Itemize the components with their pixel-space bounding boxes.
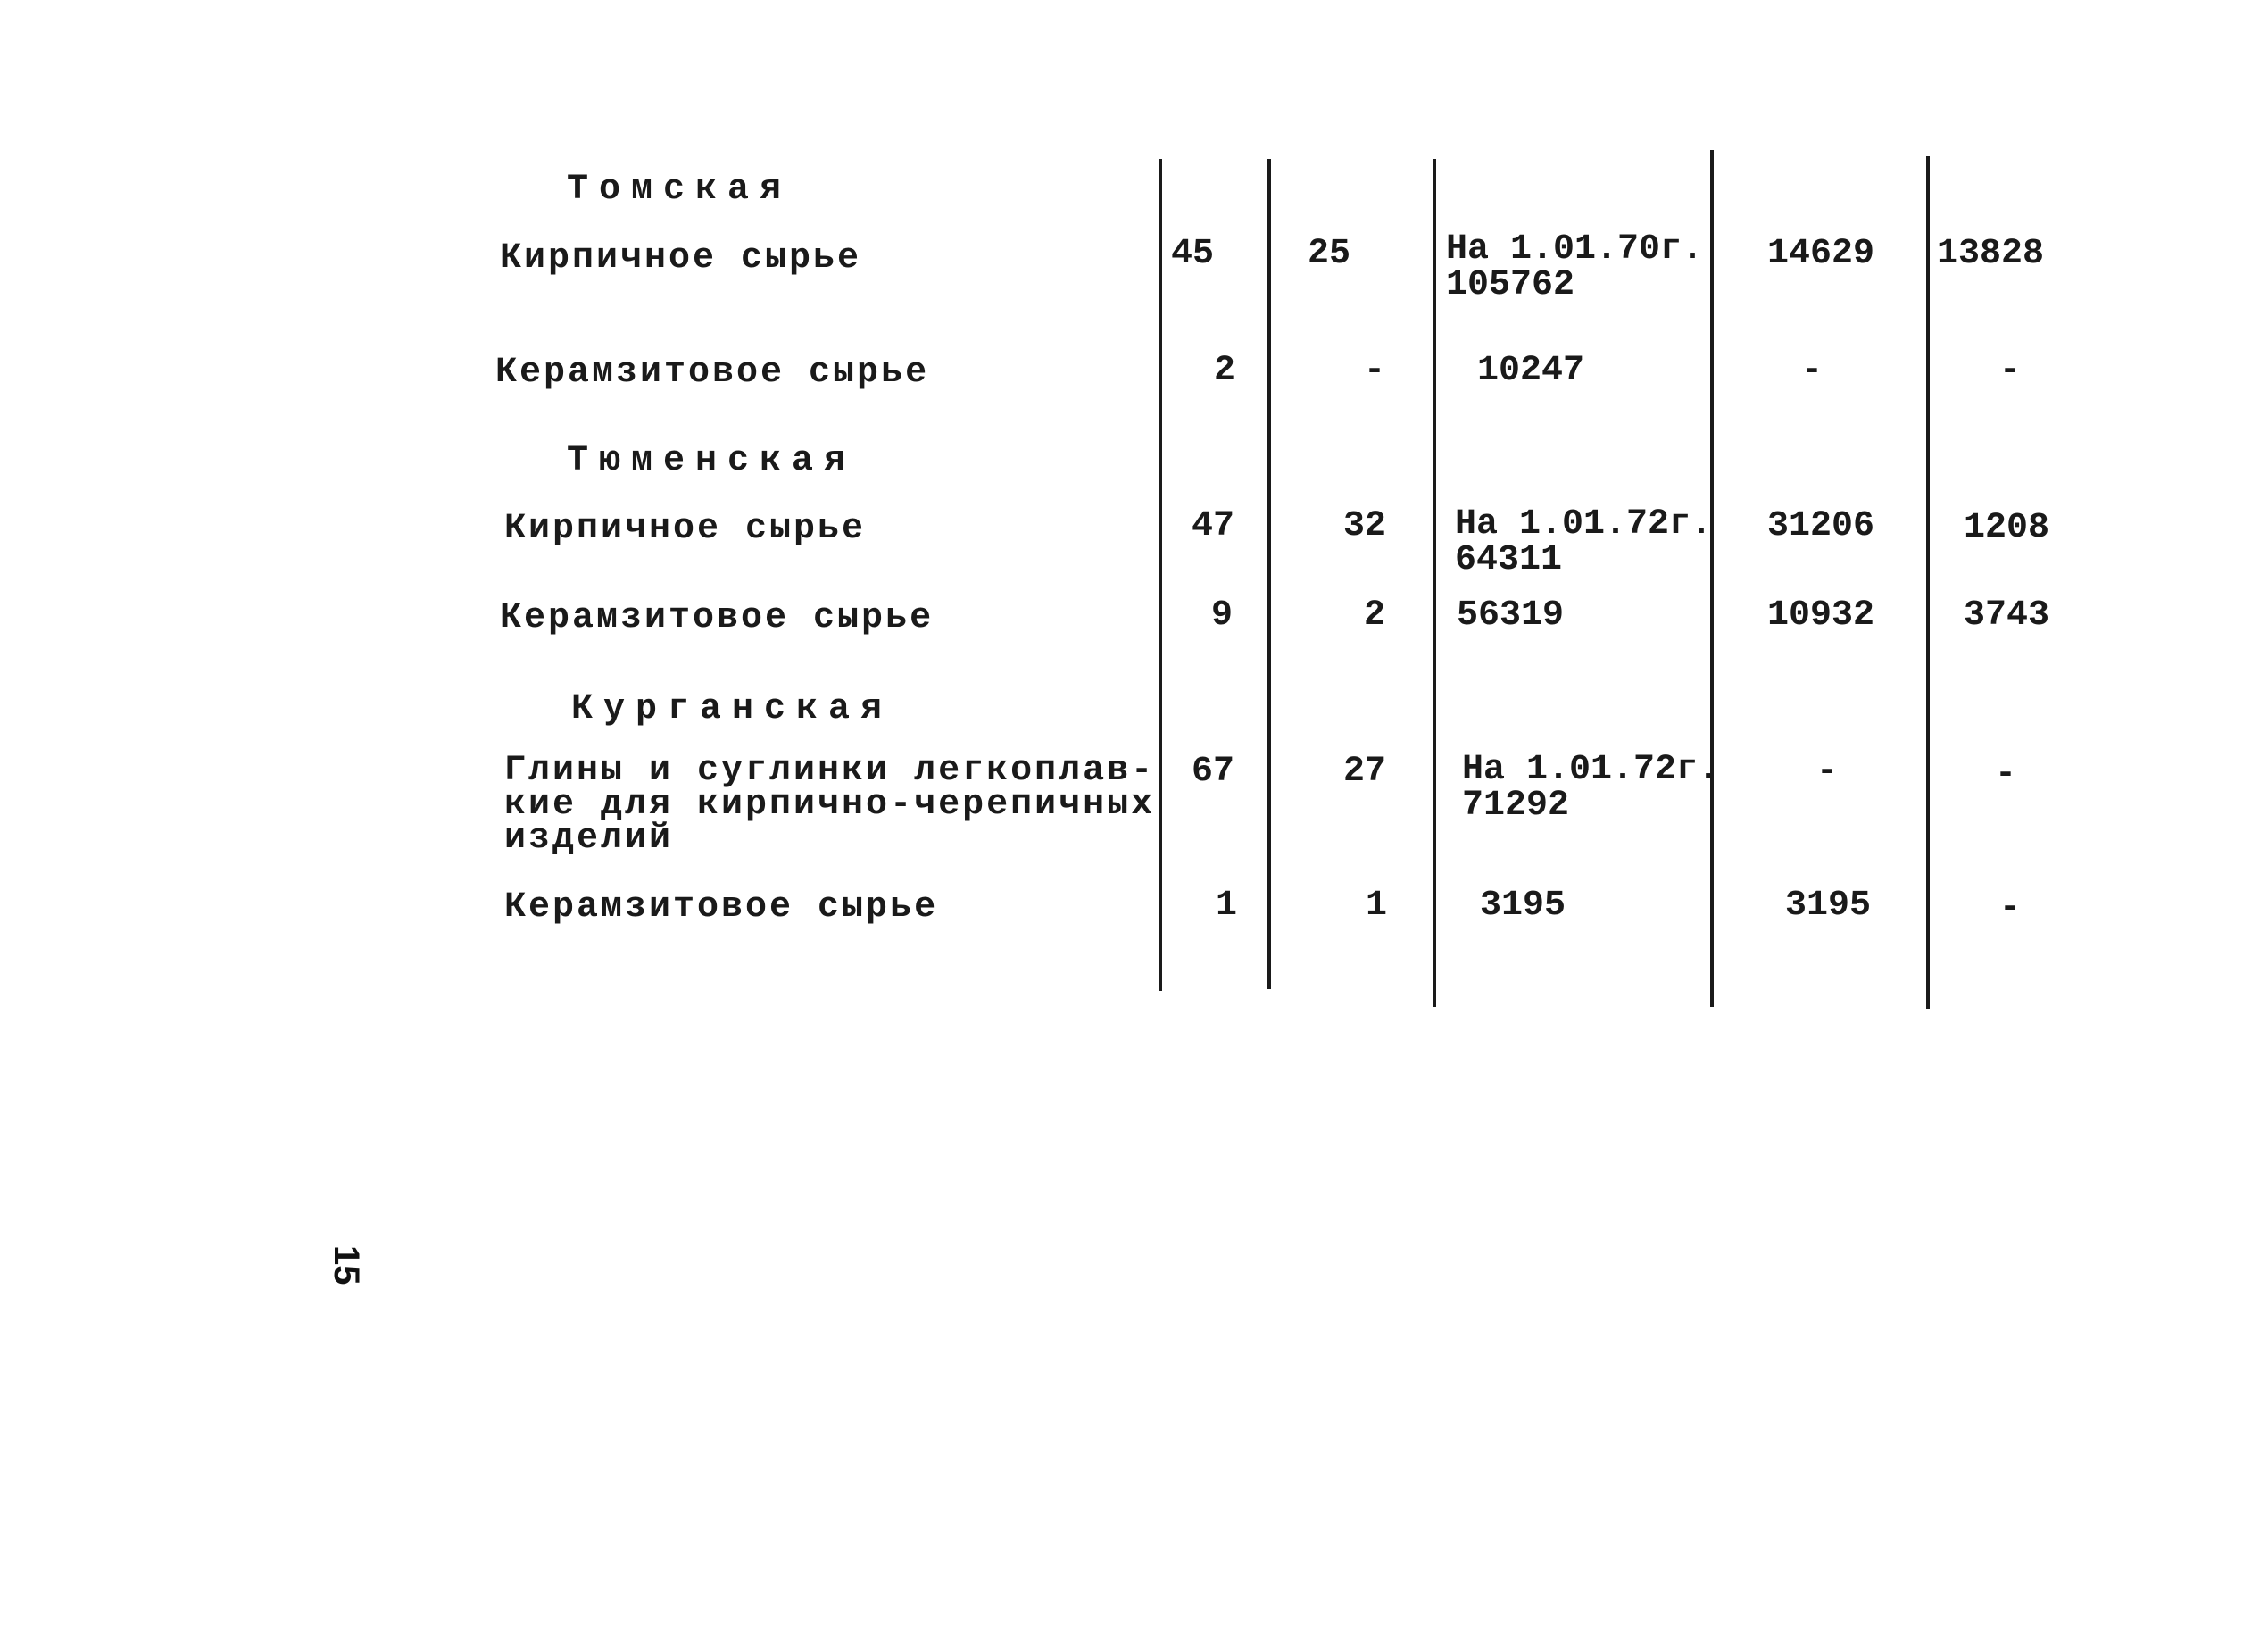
cell-count: 1 — [1366, 886, 1388, 926]
cell-reserve: На 1.01.70г. 105762 — [1446, 229, 1704, 305]
cell-reserve: 56319 — [1457, 595, 1565, 636]
cell-count: 2 — [1364, 595, 1386, 636]
region-heading: Томская — [567, 170, 793, 210]
column-rule — [1433, 159, 1436, 1007]
cell-count: 27 — [1343, 752, 1387, 792]
cell-value: 31206 — [1767, 506, 1875, 546]
cell-value: 3195 — [1785, 886, 1872, 926]
column-rule — [1267, 159, 1271, 989]
page-number: 15 — [327, 1245, 366, 1286]
cell-count: 1 — [1216, 886, 1238, 926]
cell-reserve: 3195 — [1480, 886, 1566, 926]
region-heading: Курганская — [571, 689, 893, 729]
cell-count: 9 — [1211, 595, 1234, 636]
cell-value: 1208 — [1964, 508, 2050, 548]
cell-count: 32 — [1343, 506, 1387, 546]
row-label: Кирпичное сырье — [500, 238, 862, 279]
row-label: Глины и суглинки легкоплав- кие для кирпично-черепичных изделий — [504, 751, 1156, 859]
row-label: Керамзитовое сырье — [500, 598, 935, 638]
cell-count: - — [1364, 351, 1386, 391]
column-rule — [1159, 159, 1162, 991]
cell-count: 25 — [1308, 234, 1351, 274]
cell-value: - — [1801, 351, 1824, 391]
cell-value: 3743 — [1964, 595, 2050, 636]
cell-value: - — [1816, 752, 1839, 792]
cell-count: 47 — [1192, 506, 1235, 546]
cell-value: - — [1999, 888, 2022, 928]
row-label: Кирпичное сырье — [504, 509, 867, 549]
cell-count: 45 — [1171, 234, 1215, 274]
cell-value: 10932 — [1767, 595, 1875, 636]
row-label: Керамзитовое сырье — [504, 887, 939, 928]
cell-value: - — [1999, 351, 2022, 391]
cell-value: - — [1995, 754, 2017, 795]
column-rule — [1710, 150, 1714, 1007]
row-label: Керамзитовое сырье — [495, 353, 930, 393]
column-rule — [1926, 156, 1930, 1009]
region-heading: Тюменская — [567, 441, 857, 481]
cell-value: 14629 — [1767, 234, 1875, 274]
cell-reserve: На 1.01.72г. 64311 — [1455, 504, 1713, 580]
cell-count: 67 — [1192, 752, 1235, 792]
cell-reserve: На 1.01.72г. 71292 — [1462, 750, 1720, 826]
cell-reserve: 10247 — [1477, 351, 1585, 391]
cell-count: 2 — [1214, 351, 1236, 391]
cell-value: 13828 — [1937, 234, 2045, 274]
